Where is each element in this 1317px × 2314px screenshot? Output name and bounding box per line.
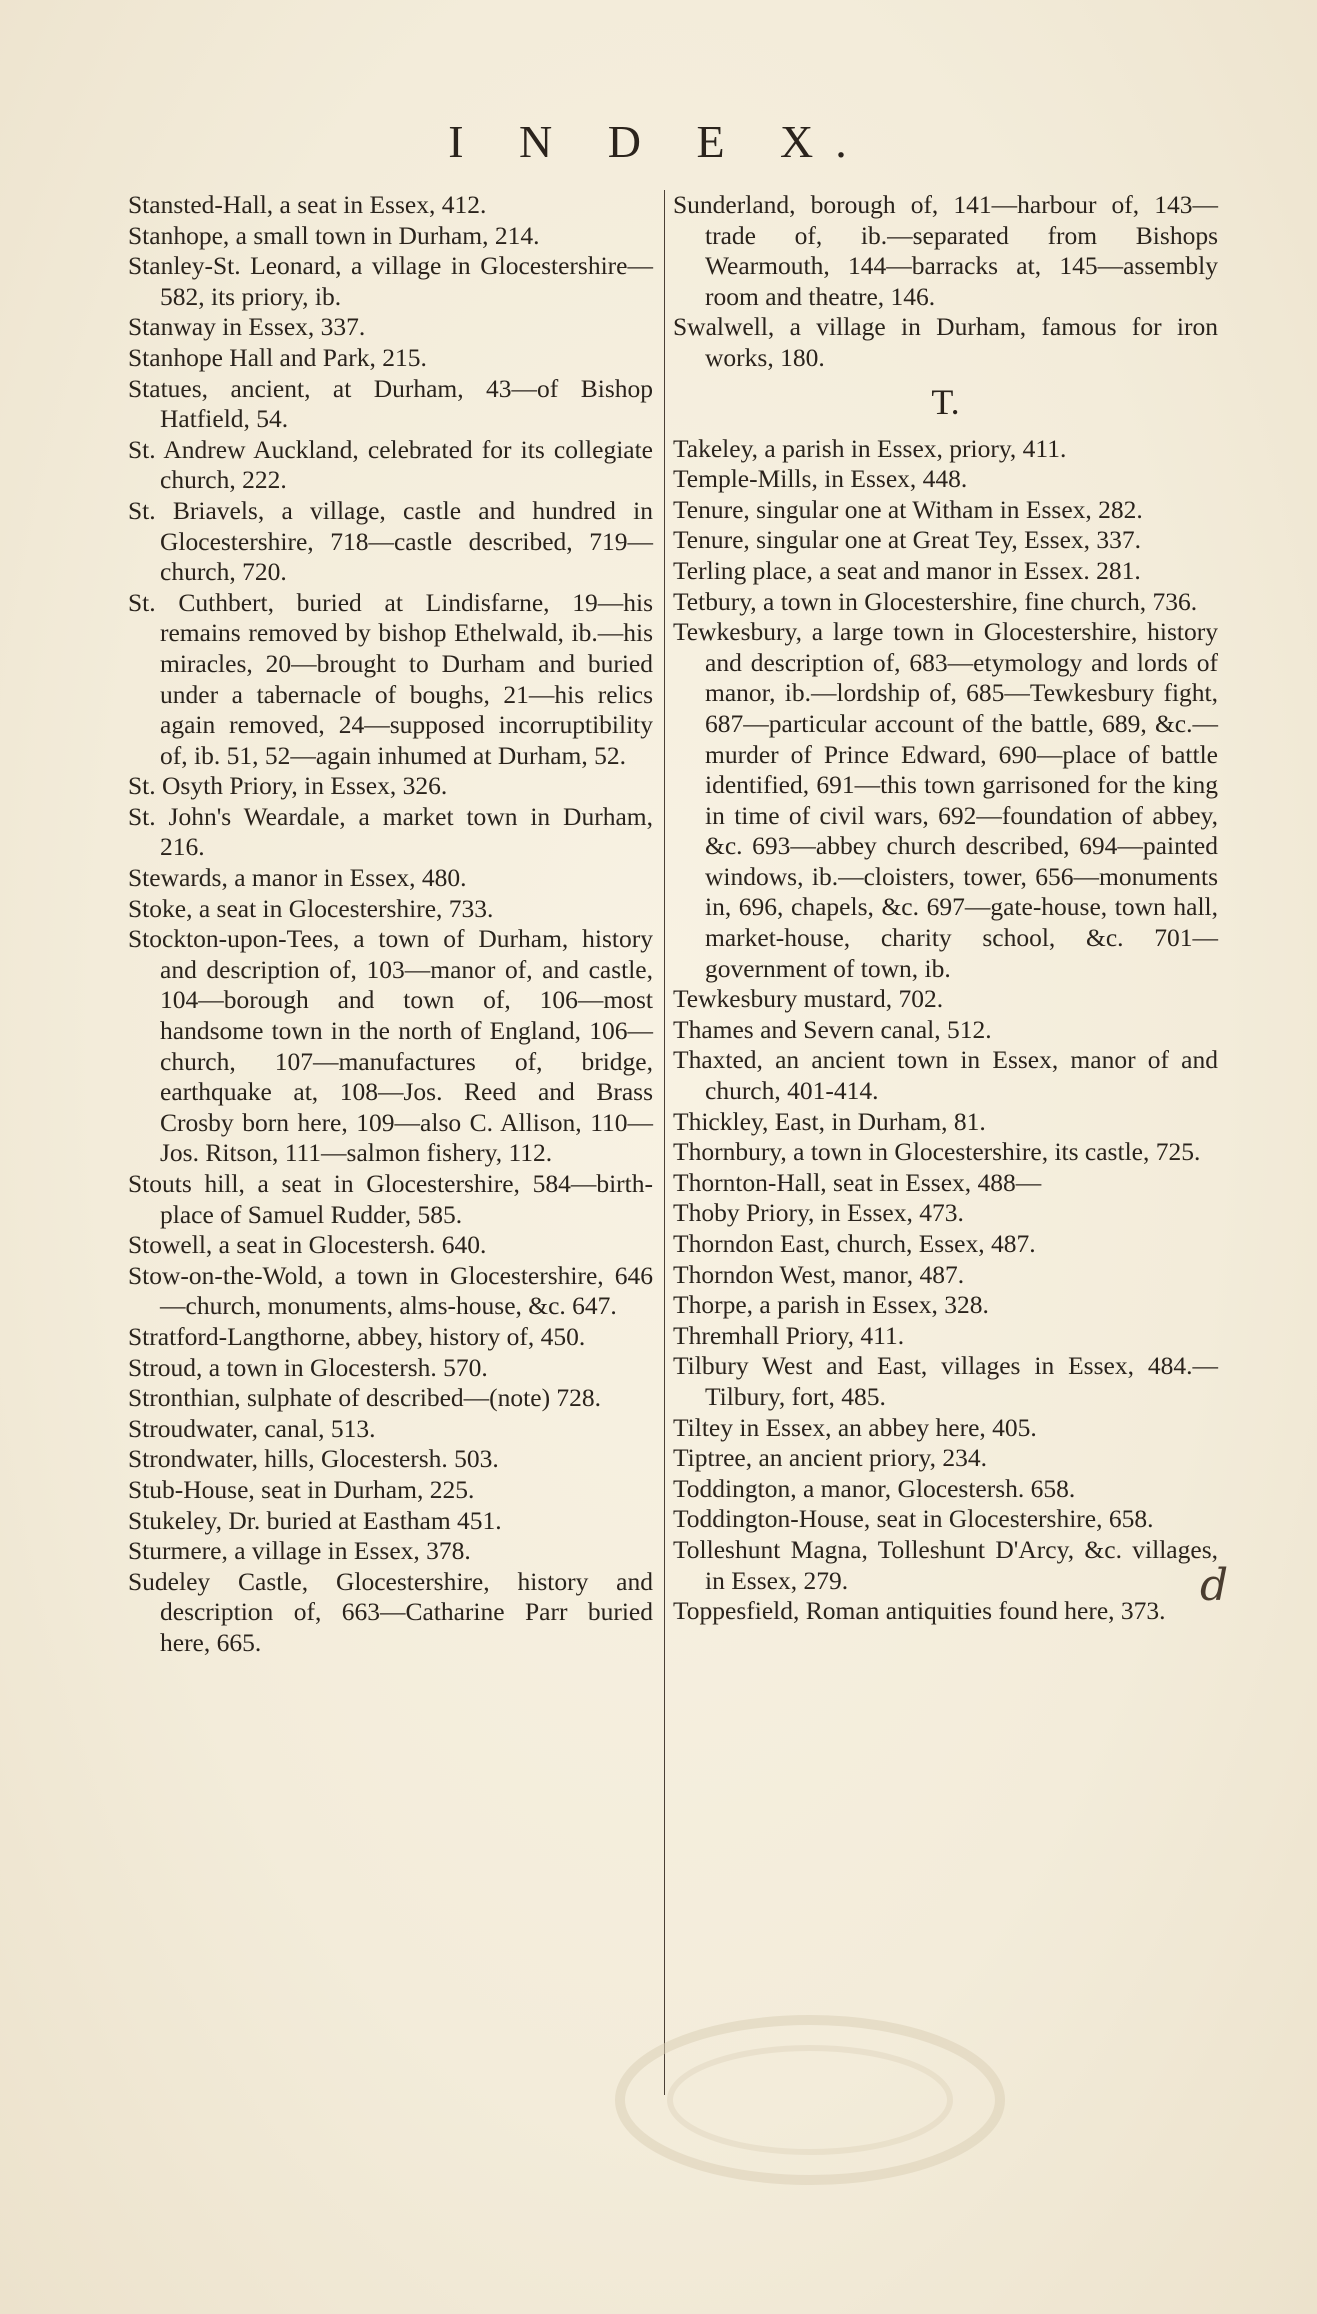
index-entry: Thremhall Priory, 411. — [673, 1320, 905, 1350]
index-entry: Stanhope Hall and Park, 215. — [128, 342, 427, 372]
index-entry: Tolleshunt Magna, Tolleshunt D'Arcy, &c. villages, in Essex, 279. — [673, 1534, 1218, 1595]
index-entry: Thorndon East, church, Essex, 487. — [673, 1229, 1036, 1258]
index-entry: Thickley, East, in Durham, 81. — [673, 1106, 986, 1136]
index-entry: Stoke, a seat in Glocestershire, 733. — [128, 893, 494, 923]
index-entry: Thornton-Hall, seat in Essex, 488— — [673, 1167, 1042, 1197]
index-entry: Tenure, singular one at Witham in Essex, 282. — [673, 494, 1143, 524]
section-letter-t: T. — [931, 381, 960, 422]
index-entry: Thames and Severn canal, 512. — [673, 1014, 992, 1044]
index-entry: Stanway in Essex, 337. — [128, 312, 366, 342]
index-entry: Thoby Priory, in Essex, 473. — [673, 1198, 964, 1228]
index-entry: Strondwater, hills, Glocestersh. 503. — [128, 1444, 499, 1474]
index-entry: St. Briavels, a village, castle and hundred in Glocestershire, 718—castle described, 719—church, 720. — [128, 495, 653, 587]
index-entry: Tenure, singular one at Great Tey, Essex, 337. — [673, 525, 1142, 555]
index-entry: Tetbury, a town in Glocestershire, fine church, 736. — [673, 586, 1198, 616]
index-entry: St. John's Weardale, a market town in Durham, 216. — [128, 801, 653, 862]
index-entry: Stratford-Langthorne, abbey, history of, 450. — [128, 1321, 586, 1351]
index-entry: Toppesfield, Roman antiquities found here, 373. — [673, 1596, 1166, 1626]
index-entry: Toddington, a manor, Glocestersh. 658. — [673, 1473, 1076, 1503]
column-divider — [664, 190, 665, 2095]
index-entry: Thaxted, an ancient town in Essex, manor of and church, 401-414. — [673, 1045, 1218, 1106]
left-column — [128, 190, 653, 1659]
index-entry: Tilbury West and East, villages in Essex, 484.—Tilbury, fort, 485. — [673, 1351, 1218, 1411]
index-entry: St. Cuthbert, buried at Lindisfarne, 19—his remains removed by bishop Ethelwald, ib.—his miracles, 20—brought to Durham and buried under a tabernacle of boughs, 21—his relics again removed, 24—supposed incorruptibility of, ib. 51, 52—again inhumed at Durham, 52. — [128, 587, 653, 770]
right-column — [673, 190, 1218, 1627]
index-entry: Thorndon West, manor, 487. — [673, 1259, 965, 1289]
index-entry: St. Andrew Auckland, celebrated for its collegiate church, 222. — [128, 434, 653, 495]
index-entry: Stanley-St. Leonard, a village in Glocestershire—582, its priory, ib. — [128, 251, 653, 311]
index-entry: Stockton-upon-Tees, a town of Durham, history and description of, 103—manor of, and castle, 104—borough and town of, 106—most handsome town in the north of England, 106—church, 107—manufactures of, bridge, earthquake at, 108—Jos. Reed and Brass Crosby born here, 109—also C. Allison, 110—Jos. Ritson, 111—salmon fishery, 112. — [128, 924, 653, 1168]
index-entry: Stukeley, Dr. buried at Eastham 451. — [128, 1505, 502, 1535]
index-entry: Stanhope, a small town in Durham, 214. — [128, 220, 540, 250]
index-entry: Statues, ancient, at Durham, 43—of Bishop Hatfield, 54. — [128, 373, 653, 434]
index-entry: Temple-Mills, in Essex, 448. — [673, 464, 968, 494]
handwritten-margin-note: d — [1200, 1560, 1229, 1611]
index-entry: Thornbury, a town in Glocestershire, its castle, 725. — [673, 1137, 1201, 1167]
index-entry: Swalwell, a village in Durham, famous for iron works, 180. — [673, 312, 1218, 372]
index-entry: Stroudwater, canal, 513. — [128, 1413, 376, 1443]
index-entry: Stronthian, sulphate of described—(note) 728. — [128, 1383, 602, 1413]
index-entry: Terling place, a seat and manor in Essex. 281. — [673, 555, 1141, 585]
page-title: I N D E X. — [448, 116, 869, 167]
faded-library-stamp — [600, 2000, 1020, 2200]
index-entry: Toddington-House, seat in Glocestershire, 658. — [673, 1504, 1154, 1534]
index-entry: Tiptree, an ancient priory, 234. — [673, 1443, 987, 1473]
index-entry: Tewkesbury mustard, 702. — [673, 984, 944, 1014]
index-entry: Takeley, a parish in Essex, priory, 411. — [673, 433, 1067, 463]
index-entry: Sturmere, a village in Essex, 378. — [128, 1536, 471, 1566]
index-entry: Stroud, a town in Glocestersh. 570. — [128, 1352, 488, 1382]
index-entry: Tewkesbury, a large town in Glocestershire, history and description of, 683—etymology and lords of manor, ib.—lordship of, 685—Tewkesbury fight, 687—particular account of the battle, 689, &c.—murder of Prince Edward, 690—place of battle identified, 691—this town garrisoned for the king in time of civil wars, 692—foundation of abbey, &c. 693—abbey church described, 694—painted windows, ib.—cloisters, tower, 656—monuments in, 696, chapels, &c. 697—gate-house, town hall, market-house, charity school, &c. 701—government of town, ib. — [673, 617, 1218, 983]
index-entry: Stansted-Hall, a seat in Essex, 412. — [128, 190, 487, 219]
index-entry: Thorpe, a parish in Essex, 328. — [673, 1290, 989, 1320]
index-entry: Sudeley Castle, Glocestershire, history and description of, 663—Catharine Parr buried here, 665. — [128, 1566, 653, 1657]
index-entry: Stow-on-the-Wold, a town in Glocestershire, 646—church, monuments, alms-house, &c. 647. — [128, 1260, 653, 1321]
index-entry: St. Osyth Priory, in Essex, 326. — [128, 771, 448, 801]
index-entry: Stub-House, seat in Durham, 225. — [128, 1474, 475, 1504]
index-entry: Sunderland, borough of, 141—harbour of, 143—trade of, ib.—separated from Bishops Wearmouth, 144—barracks at, 145—assembly room and theatre, 146. — [673, 190, 1218, 311]
index-entry: Stewards, a manor in Essex, 480. — [128, 863, 467, 893]
index-entry: Stowell, a seat in Glocestersh. 640. — [128, 1230, 487, 1260]
index-entry: Tiltey in Essex, an abbey here, 405. — [673, 1412, 1037, 1442]
index-entry: Stouts hill, a seat in Glocestershire, 584—birth-place of Samuel Rudder, 585. — [128, 1169, 653, 1229]
